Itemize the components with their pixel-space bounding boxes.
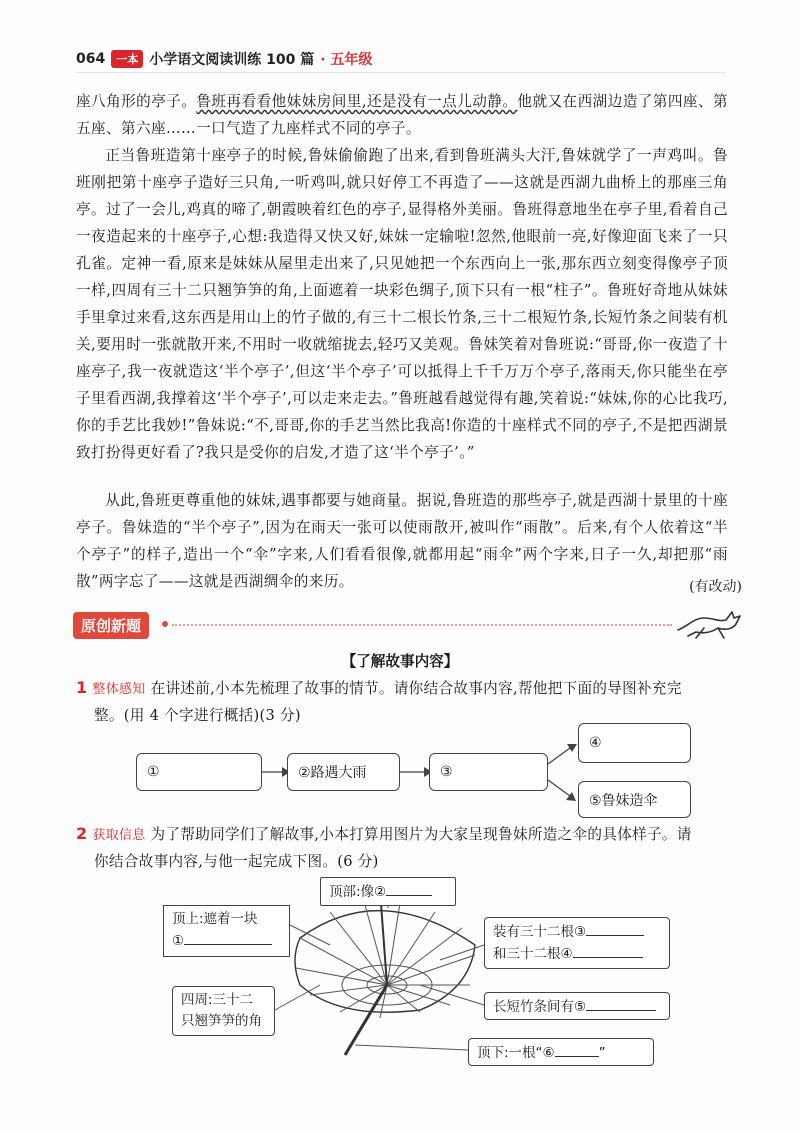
bottom-text-post: ” bbox=[598, 1045, 606, 1061]
flow-box-3[interactable]: ③ bbox=[429, 753, 548, 791]
source-note: (有改动) bbox=[689, 579, 742, 595]
question-2-number: 2 bbox=[76, 824, 88, 843]
flow-box-5: ⑤鲁妹造伞 bbox=[578, 781, 691, 818]
section-heading: 【了解故事内容】 bbox=[341, 653, 459, 670]
page-number: 064 bbox=[76, 51, 106, 67]
question-2-text-b: 你结合故事内容,与他一起完成下图。(6 分) bbox=[94, 853, 379, 870]
umbrella-ribs-label[interactable] bbox=[484, 917, 670, 969]
brand-tag: 一本 bbox=[111, 50, 143, 68]
question-1-text-b: 整。(用 4 个字进行概括)(3 分) bbox=[94, 707, 301, 724]
ribs-line-1: 装有三十二根③ bbox=[493, 924, 587, 940]
story-paragraph-3: 从此,鲁班更尊重他的妹妹,遇事都要与她商量。据说,鲁班造的那些亭子,就是西湖十景里的十座亭子。鲁妹造的“半个亭子”,因为在雨天一张可以使雨散开,被叫作“雨散”。后来,有个人依着这“半个亭子”的样子,造出一个“伞”字来,人们看看很像,就都用起“雨伞”两个字来,日子一久,却把那“雨散”两字忘了——这就是西湖绸伞的来历。 bbox=[76, 492, 728, 590]
book-title: 小学语文阅读训练 100 篇 bbox=[149, 52, 315, 68]
answer-blank-2[interactable] bbox=[386, 881, 432, 896]
flow-box-1[interactable]: ① bbox=[136, 753, 262, 791]
question-1-number: 1 bbox=[76, 678, 88, 697]
p1-tail: 他就又在西湖边造了第四座、第五座、第六座……一口气造了九座样式不同的亭子。 bbox=[76, 93, 729, 137]
umbrella-bottom-label[interactable] bbox=[468, 1038, 654, 1066]
question-1 bbox=[76, 675, 736, 729]
answer-blank-3[interactable] bbox=[586, 921, 644, 936]
between-text: 长短竹条间有⑤ bbox=[493, 999, 587, 1015]
answer-blank-1[interactable] bbox=[184, 930, 272, 945]
banner-dotted-line bbox=[172, 624, 672, 626]
running-cat-icon bbox=[674, 600, 744, 640]
p1-lead: 座八角形的亭子。 bbox=[76, 93, 197, 110]
around-line-1: 四周:三十二 bbox=[181, 992, 254, 1008]
around-line-2: 只翘笋笋的角 bbox=[181, 1013, 262, 1029]
p1-wavy-underline: 鲁班再看看他妹妹房间里,还是没有一点儿动静。 bbox=[196, 93, 518, 110]
cover-line-2: ① bbox=[172, 933, 185, 949]
grade-label: · 五年级 bbox=[320, 52, 373, 68]
top-label-text: 顶部:像② bbox=[329, 884, 387, 900]
umbrella-cover-label[interactable] bbox=[163, 905, 290, 957]
answer-blank-4[interactable] bbox=[573, 943, 643, 958]
section-banner: 原创新题 bbox=[73, 612, 149, 639]
flow-box-2: ②路遇大雨 bbox=[287, 753, 400, 791]
ribs-line-2: 和三十二根④ bbox=[493, 946, 573, 962]
question-2-text-a: 为了帮助同学们了解故事,小本打算用图片为大家呈现鲁妹所造之伞的具体样子。请 bbox=[150, 826, 692, 843]
umbrella-around-label bbox=[172, 986, 275, 1036]
flow-box-4[interactable]: ④ bbox=[578, 723, 691, 763]
banner-dot bbox=[162, 621, 168, 627]
answer-blank-6[interactable] bbox=[555, 1042, 599, 1057]
story-paragraph-2: 正当鲁班造第十座亭子的时候,鲁妹偷偷跑了出来,看到鲁班满头大汗,鲁妹就学了一声鸡叫。鲁班刚把第十座亭子造好三只角,一听鸡叫,就只好停工不再造了——这就是西湖九曲桥上的那座三角亭。过了一会儿,鸡真的啼了,朝霞映着红色的亭子,显得格外美丽。鲁班得意地坐在亭子里,看着自己一夜造起来的十座亭子,心想:我造得又快又好,妹妹一定输啦!忽然,他眼前一亮,好像迎面飞来了一只孔雀。定神一看,原来是妹妹从屋里走出来了,只见她把一个东西向上一张,那东西立刻变得像亭子顶一样,四周有三十二只翘笋笋的角,上面遮着一块彩色绸子,顶下只有一根“柱子”。鲁班好奇地从妹妹手里拿过来看,这东西是用山上的竹子做的,有三十二根长竹条,三十二根短竹条,长短竹条之间装有机关,要用时一张就散开来,不用时一收就缩拢去,轻巧又美观。鲁妹笑着对鲁班说:“哥哥,你一夜造了十座亭子,我一夜就造这‘半个亭子’,但这‘半个亭子’可以抵得上千千万万个亭子,落雨天,你只能坐在亭子里看西湖,我撑着这‘半个亭子’,可以走来走去。”鲁班越看越觉得有趣,笑着说:“妹妹,你的心比我巧,你的手艺比我妙!”鲁妹说:“不,哥哥,你的手艺当然比我高!你造的十座样式不同的亭子,不是把西湖景致打扮得更好看了?我只是受你的启发,才造了这‘半个亭子’。” bbox=[76, 147, 728, 461]
question-1-text-a: 在讲述前,小本先梳理了故事的情节。请你结合故事内容,帮他把下面的导图补充完 bbox=[150, 680, 682, 697]
question-1-tag: 整体感知 bbox=[92, 682, 146, 697]
umbrella-top-label[interactable] bbox=[320, 877, 456, 906]
page-header bbox=[76, 46, 372, 72]
answer-blank-5[interactable] bbox=[586, 996, 656, 1011]
bottom-text-pre: 顶下:一根“⑥ bbox=[477, 1045, 555, 1061]
umbrella-between-label[interactable] bbox=[484, 992, 670, 1020]
header-divider bbox=[76, 72, 726, 73]
cover-line-1: 顶上:遮着一块 bbox=[172, 911, 258, 927]
story-paragraph-1 bbox=[76, 88, 728, 142]
question-2 bbox=[76, 821, 736, 875]
question-2-tag: 获取信息 bbox=[92, 828, 146, 843]
